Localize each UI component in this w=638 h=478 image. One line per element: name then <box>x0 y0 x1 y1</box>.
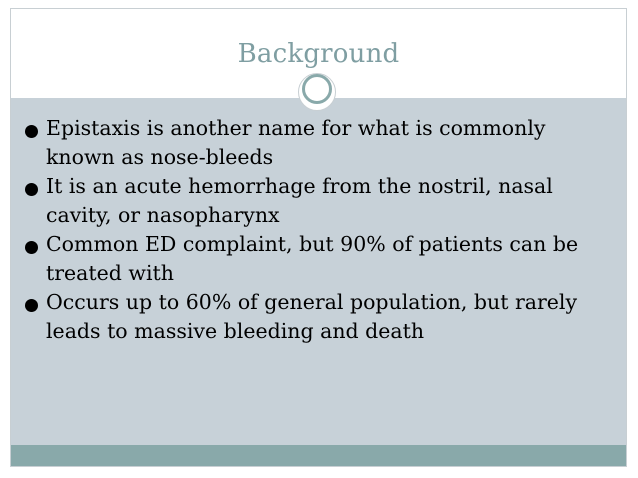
footer-band <box>11 445 626 466</box>
slide-title: Background <box>237 39 400 69</box>
bullet-item-1 <box>22 114 612 172</box>
bullet-item-3 <box>22 230 612 288</box>
bullet-item-4 <box>22 288 612 346</box>
decorative-circle-icon <box>302 74 332 104</box>
bullet-item-2 <box>22 172 612 230</box>
bullet-dot-icon <box>25 125 38 138</box>
bullet-text-2: It is an acute hemorrhage from the nostril, nasal cavity, or nasopharynx <box>46 174 553 227</box>
bullet-text-1: Epistaxis is another name for what is commonly known as nose-bleeds <box>46 116 546 169</box>
bullet-dot-icon <box>25 241 38 254</box>
bullet-text-4: Occurs up to 60% of general population, but rarely leads to massive bleeding and death <box>46 290 578 343</box>
bullet-text-3: Common ED complaint, but 90% of patients can be treated with <box>46 232 579 285</box>
bullet-dot-icon <box>25 183 38 196</box>
bullet-dot-icon <box>25 299 38 312</box>
bullet-list <box>22 114 612 346</box>
